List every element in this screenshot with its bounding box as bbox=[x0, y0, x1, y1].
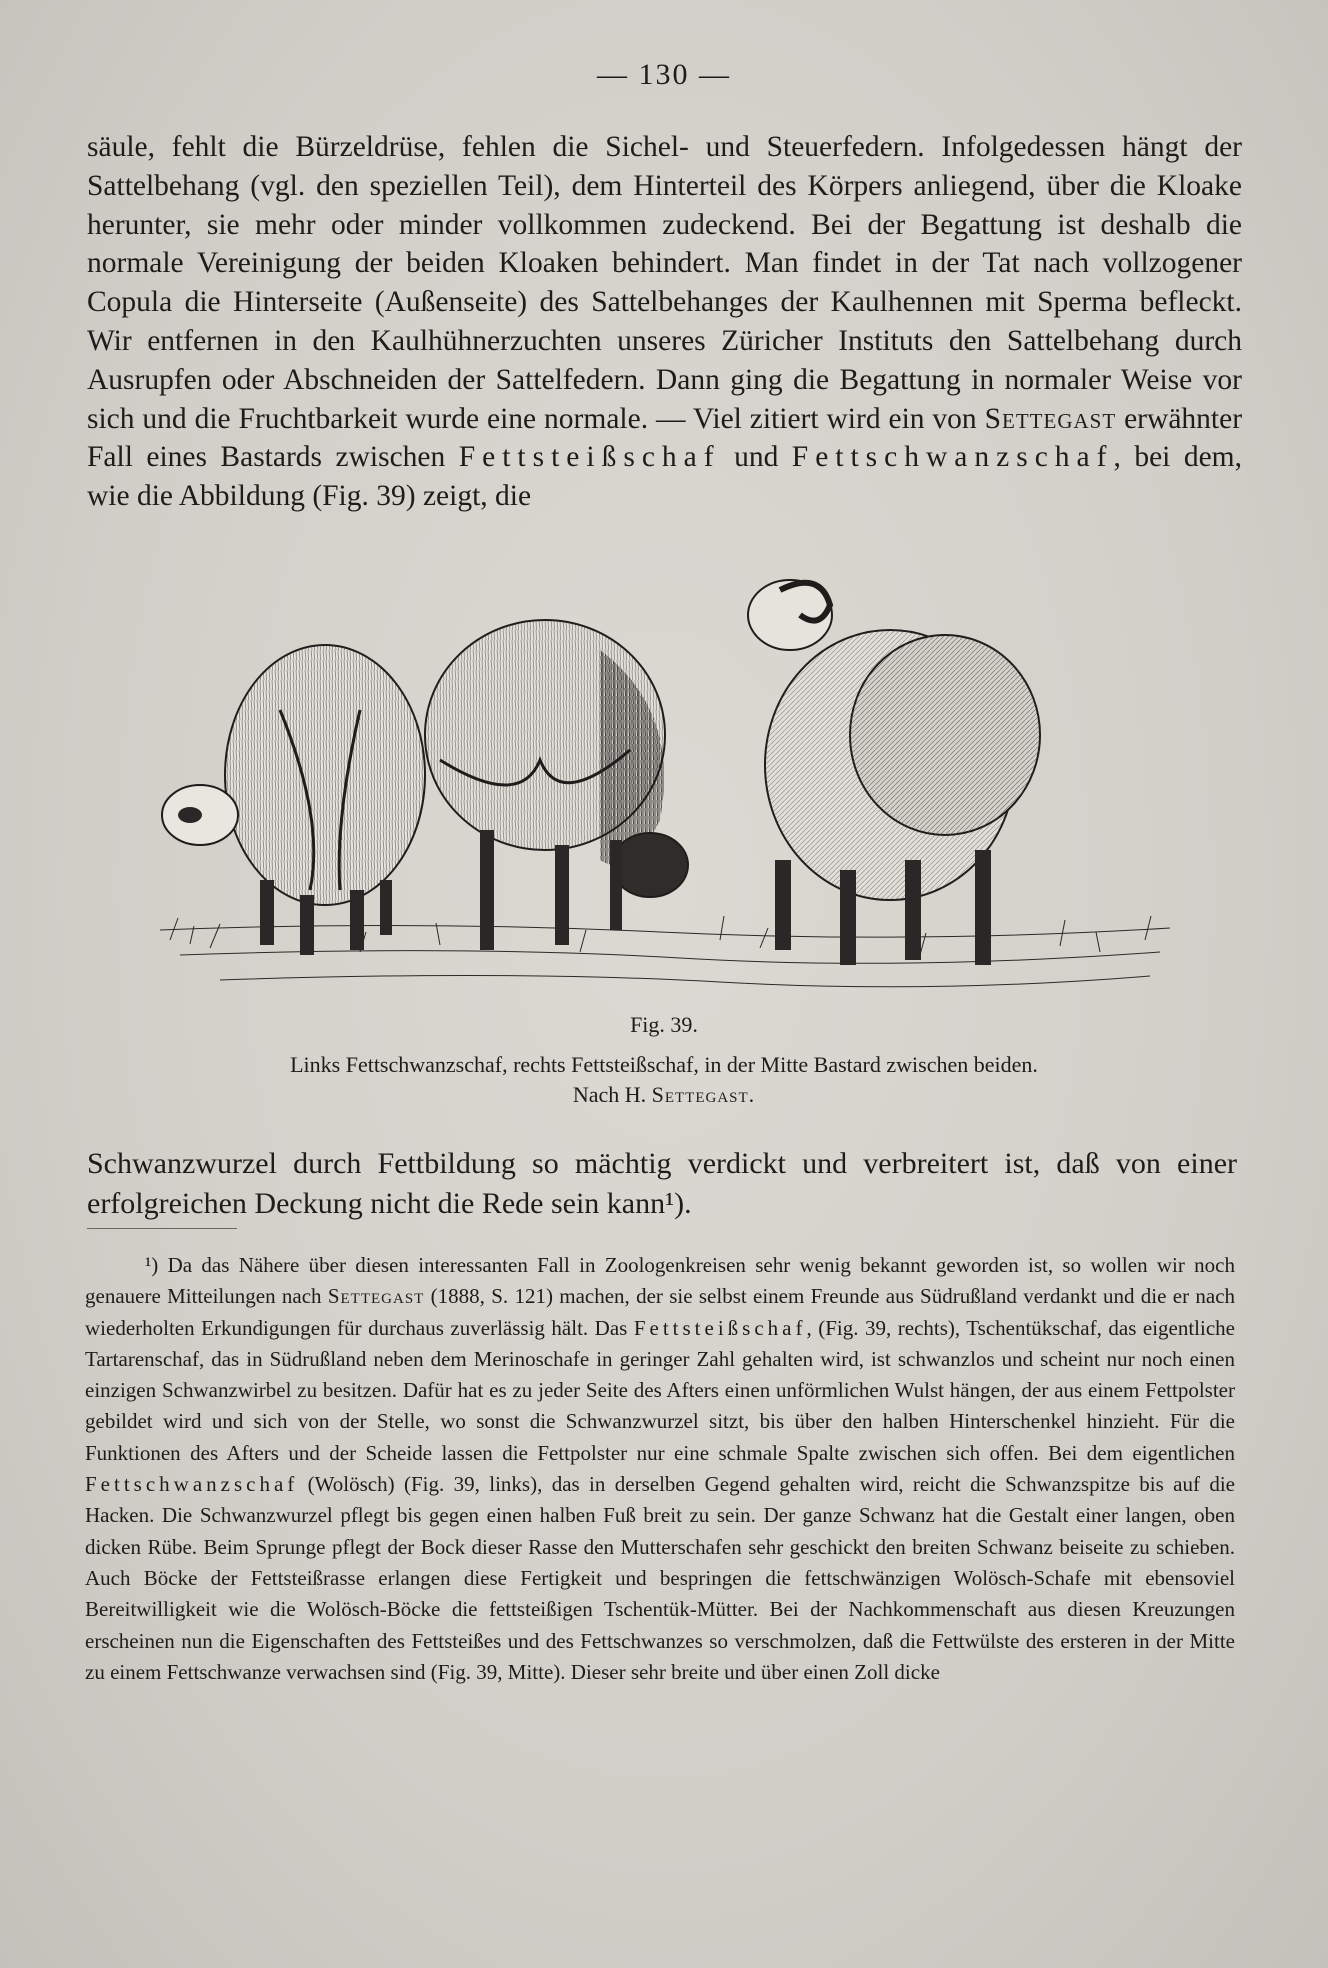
figure-label: Fig. 39. bbox=[630, 1012, 698, 1037]
sheep-right bbox=[748, 580, 1040, 965]
paragraph-1 bbox=[87, 128, 1242, 516]
sheep-engraving bbox=[160, 560, 1170, 1010]
footnote-rule bbox=[87, 1228, 237, 1229]
figure-caption-line-2 bbox=[0, 1080, 1328, 1110]
figure-caption-line-1: Links Fettschwanzschaf, rechts Fettsteißschaf, in der Mitte Bastard zwischen beiden. bbox=[290, 1052, 1038, 1077]
sheep-middle bbox=[425, 620, 688, 950]
footnote-text-a: Da das Nähere über diesen interessanten Fall in Zoologenkreisen sehr wenig bekannt geworden ist, so wollen wir noch genauere Mitteilungen nach bbox=[85, 1253, 1235, 1309]
paragraph-1-text-b: erwähnter Fall eines Bastards zwischen bbox=[87, 402, 1243, 474]
footnote-term-fettsteissschaf: Fettsteißschaf bbox=[633, 1315, 807, 1340]
sheep-left bbox=[162, 645, 425, 955]
footnote-marker: ¹) bbox=[145, 1253, 159, 1277]
page-number: — 130 — bbox=[597, 58, 731, 91]
figure-caption bbox=[0, 1050, 1328, 1110]
paragraph-1-text-c: und bbox=[734, 441, 779, 474]
paragraph-1-text-a: säule, fehlt die Bürzeldrüse, fehlen die Sichel- und Steuerfedern. Infolgedessen hängt der Sattelbehang (vgl. den speziellen Teil), dem Hinterteil des Körpers anliegend, über die Kloake herunter, sie mehr oder minder vollkommen zudeckend. Bei der Begattung ist deshalb die normale Vereinigung der beiden Kloaken behindert. Man findet in der Tat nach vollzogener Copula die Hinterseite (Außenseite) des Sattelbehanges der Kaulhennen mit Sperma befleckt. Wir entfernen in den Kaulhühnerzuchten unseres Züricher Instituts den Sattelbehang durch Ausrupfen oder Abschneiden der Sattelfedern. Dann ging die Begattung in normaler Weise vor sich und die Fruchtbarkeit wurde eine normale. — Viel zitiert wird ein von bbox=[87, 131, 1242, 435]
term-fettsteissschaf: Fettsteißschaf bbox=[458, 441, 721, 474]
author-name-settegast: Settegast bbox=[984, 402, 1117, 435]
footnote bbox=[85, 1250, 1235, 1688]
footnote-text-d: (Wolösch) (Fig. 39, links), das in derselben Gegend gehalten wird, reicht die Schwanzspitze bis auf die Hacken. Die Schwanzwurzel pflegt bis gegen einen halben Fuß breit zu sein. Der ganze Schwanz hat die Gestalt einer langen, oben dicken Rübe. Beim Sprunge pflegt der Bock dieser Rasse den Mutterschafen sehr geschickt den breiten Schwanz beiseite zu schieben. Auch Böcke der Fettsteißrasse erlangen diese Fertigkeit und bespringen die fettschwänzigen Wolösch-Schafe mit ebensoviel Bereitwilligkeit wie die Wolösch-Böcke die fettsteißigen Tschentük-Mütter. Bei der Nachkommenschaft aus diesen Kreuzungen erscheinen nun die Eigenschaften des Fettsteißes und des Fettschwanzes so verschmolzen, daß die Fettwülste des ersteren in der Mitte zu einem Fettschwanze verwachsen sind (Fig. 39, Mitte). Dieser sehr breite und über einen Zoll dicke bbox=[85, 1472, 1235, 1684]
footnote-author-settegast: Settegast bbox=[327, 1284, 425, 1309]
term-fettschwanzschaf: Fettschwanzschaf bbox=[791, 441, 1114, 474]
footnote-text-c: , (Fig. 39, rechts), Tschentükschaf, das eigentliche Tartarenschaf, das in Südrußland neben dem Merinoschafe in geringer Zahl gehalten wird, ist schwanzlos und scheint nur noch einen einzigen Schwanzwirbel zu besitzen. Dafür hat es zu jeder Seite des Afters einen unförmlichen Wulst hängen, der aus einem Fettpolster gebildet wird und sich von der Stelle, wo sonst die Schwanzwurzel sitzt, bis über den halben Hinterschenkel hinzieht. Für die Funktionen des Afters und der Scheide lassen die Fettpolster nur eine schmale Spalte zwischen sich offen. Bei dem eigentlichen bbox=[85, 1315, 1235, 1465]
figure-caption-prefix: Nach H. bbox=[572, 1082, 647, 1107]
footnote-text-b: (1888, S. 121) machen, der sie selbst einem Freunde aus Südrußland verdankt und die er nach wiederholten Erkundigungen für durchaus zuverlässig hält. Das bbox=[85, 1284, 1236, 1340]
paragraph-1-text-d: , bei dem, wie die Abbildung (Fig. 39) zeigt, die bbox=[87, 441, 1242, 513]
paragraph-2: Schwanzwurzel durch Fettbildung so mächtig verdickt und verbreitert ist, daß von einer erfolgreichen Deckung nicht die Rede sein kann¹). bbox=[87, 1147, 1237, 1220]
sheep-illustration bbox=[160, 560, 1170, 1010]
figure-caption-author: Settegast. bbox=[651, 1082, 756, 1107]
footnote-term-fettschwanzschaf: Fettschwanzschaf bbox=[85, 1472, 299, 1497]
